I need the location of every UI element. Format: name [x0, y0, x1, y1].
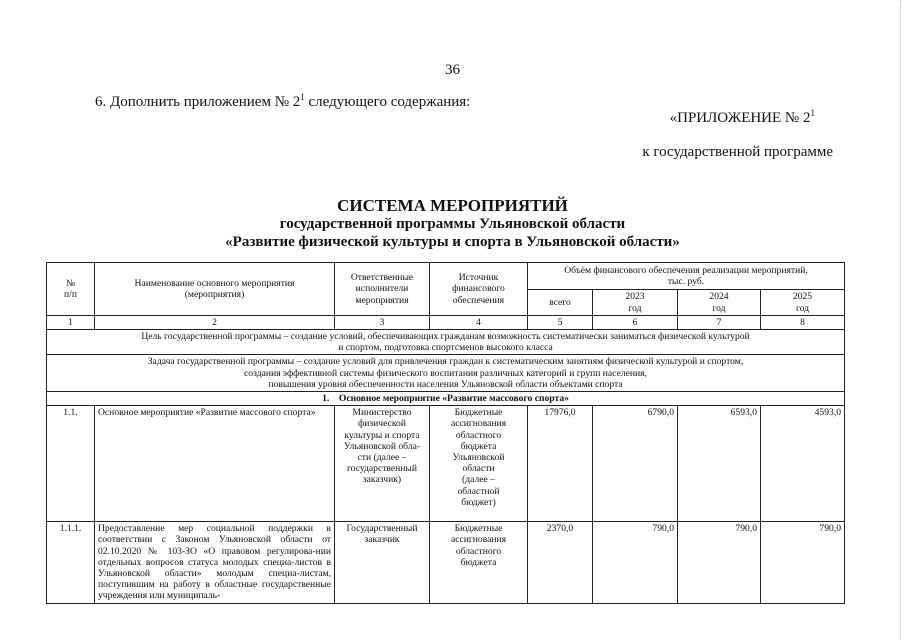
col-number: 5 [528, 315, 593, 329]
document-title [0, 196, 905, 251]
col-number: 6 [593, 315, 678, 329]
col-number: 8 [761, 315, 845, 329]
row-source: Бюджетные ассигнования областного бюджета [430, 522, 528, 604]
section-row [47, 392, 845, 406]
col-number: 7 [678, 315, 761, 329]
page-edge-marks [899, 0, 901, 640]
row-executor: Государственный заказчик [335, 522, 430, 604]
header-name: Наименование основного мероприятия (мероприятия) [95, 263, 335, 316]
row-2025: 790,0 [761, 522, 845, 604]
row-name: Предоставление мер социальной поддержки в соответствии с Законом Ульяновской области от 02.10.2020 № 103-ЗО «О правовом регулирова-нии отдельных вопросов статуса молодых специа-листов в Ульяновской области» молодым специа-листам, поступившим на работу в областные государственные учреждения или муниципаль- [95, 522, 335, 604]
row-name: Основное мероприятие «Развитие массового спорта» [95, 406, 335, 522]
instruction-tail: следующего содержания: [304, 94, 471, 110]
header-2025: 2025 год [761, 290, 845, 315]
row-2024: 790,0 [678, 522, 761, 604]
row-total: 2370,0 [528, 522, 593, 604]
title-line-2: государственной программы Ульяновской области [279, 216, 626, 232]
section-heading: 1. Основное мероприятие «Развитие массового спорта» [47, 392, 845, 406]
title-line-3: «Развитие физической культуры и спорта в Ульяновской области» [225, 234, 680, 250]
appendix-label [670, 108, 815, 127]
table-row [47, 522, 845, 604]
instruction-main: 6. Дополнить приложением № 2 [95, 94, 301, 110]
header-volume: Объём финансового обеспечения реализации мероприятий, тыс. руб. [528, 263, 845, 290]
col-number: 3 [335, 315, 430, 329]
row-2025: 4593,0 [761, 406, 845, 522]
instruction-superscript: 1 [300, 92, 305, 102]
col-number: 2 [95, 315, 335, 329]
instruction-text [95, 92, 470, 111]
header-2023: 2023 год [593, 290, 678, 315]
task-row [47, 355, 845, 392]
appendix-label-text: «ПРИЛОЖЕНИЕ № 2 [669, 110, 811, 126]
row-source: Бюджетные ассигнования областного бюджета Ульяновской области (далее – областной бюджет) [430, 406, 528, 522]
row-2024: 6593,0 [678, 406, 761, 522]
appendix-reference: к государственной программе [642, 144, 833, 160]
column-numbers-row [47, 315, 845, 329]
goal-row [47, 330, 845, 355]
header-executors: Ответственные исполнители мероприятия [335, 263, 430, 316]
header-total: всего [528, 290, 593, 315]
table-row [47, 406, 845, 522]
title-line-1: СИСТЕМА МЕРОПРИЯТИЙ [337, 196, 568, 215]
row-number: 1.1. [47, 406, 95, 522]
events-table [46, 262, 845, 604]
header-num: № п/п [47, 263, 95, 316]
page-number: 36 [445, 62, 460, 78]
row-executor: Министерство физической культуры и спорта Ульяновской обла- сти (далее – государственный заказчик) [335, 406, 430, 522]
col-number: 1 [47, 315, 95, 329]
row-2023: 790,0 [593, 522, 678, 604]
col-number: 4 [430, 315, 528, 329]
header-source: Источник финансового обеспечения [430, 263, 528, 316]
row-total: 17976,0 [528, 406, 593, 522]
program-task: Задача государственной программы – создание условий для привлечения граждан к систематическим занятиям физической культурой и спортом, создания эффективной системы физического воспитания различных категорий и групп населения, повышения уровня обеспеченности населения Ульяновской области объектами спорта [47, 355, 845, 392]
header-2024: 2024 год [678, 290, 761, 315]
header-row-1 [47, 263, 845, 290]
row-number: 1.1.1. [47, 522, 95, 604]
program-goal: Цель государственной программы – создание условий, обеспечивающих гражданам возможность систематически заниматься физической культурой и спортом, подготовка спортсменов высокого класса [47, 330, 845, 355]
appendix-superscript: 1 [810, 108, 815, 118]
row-2023: 6790,0 [593, 406, 678, 522]
